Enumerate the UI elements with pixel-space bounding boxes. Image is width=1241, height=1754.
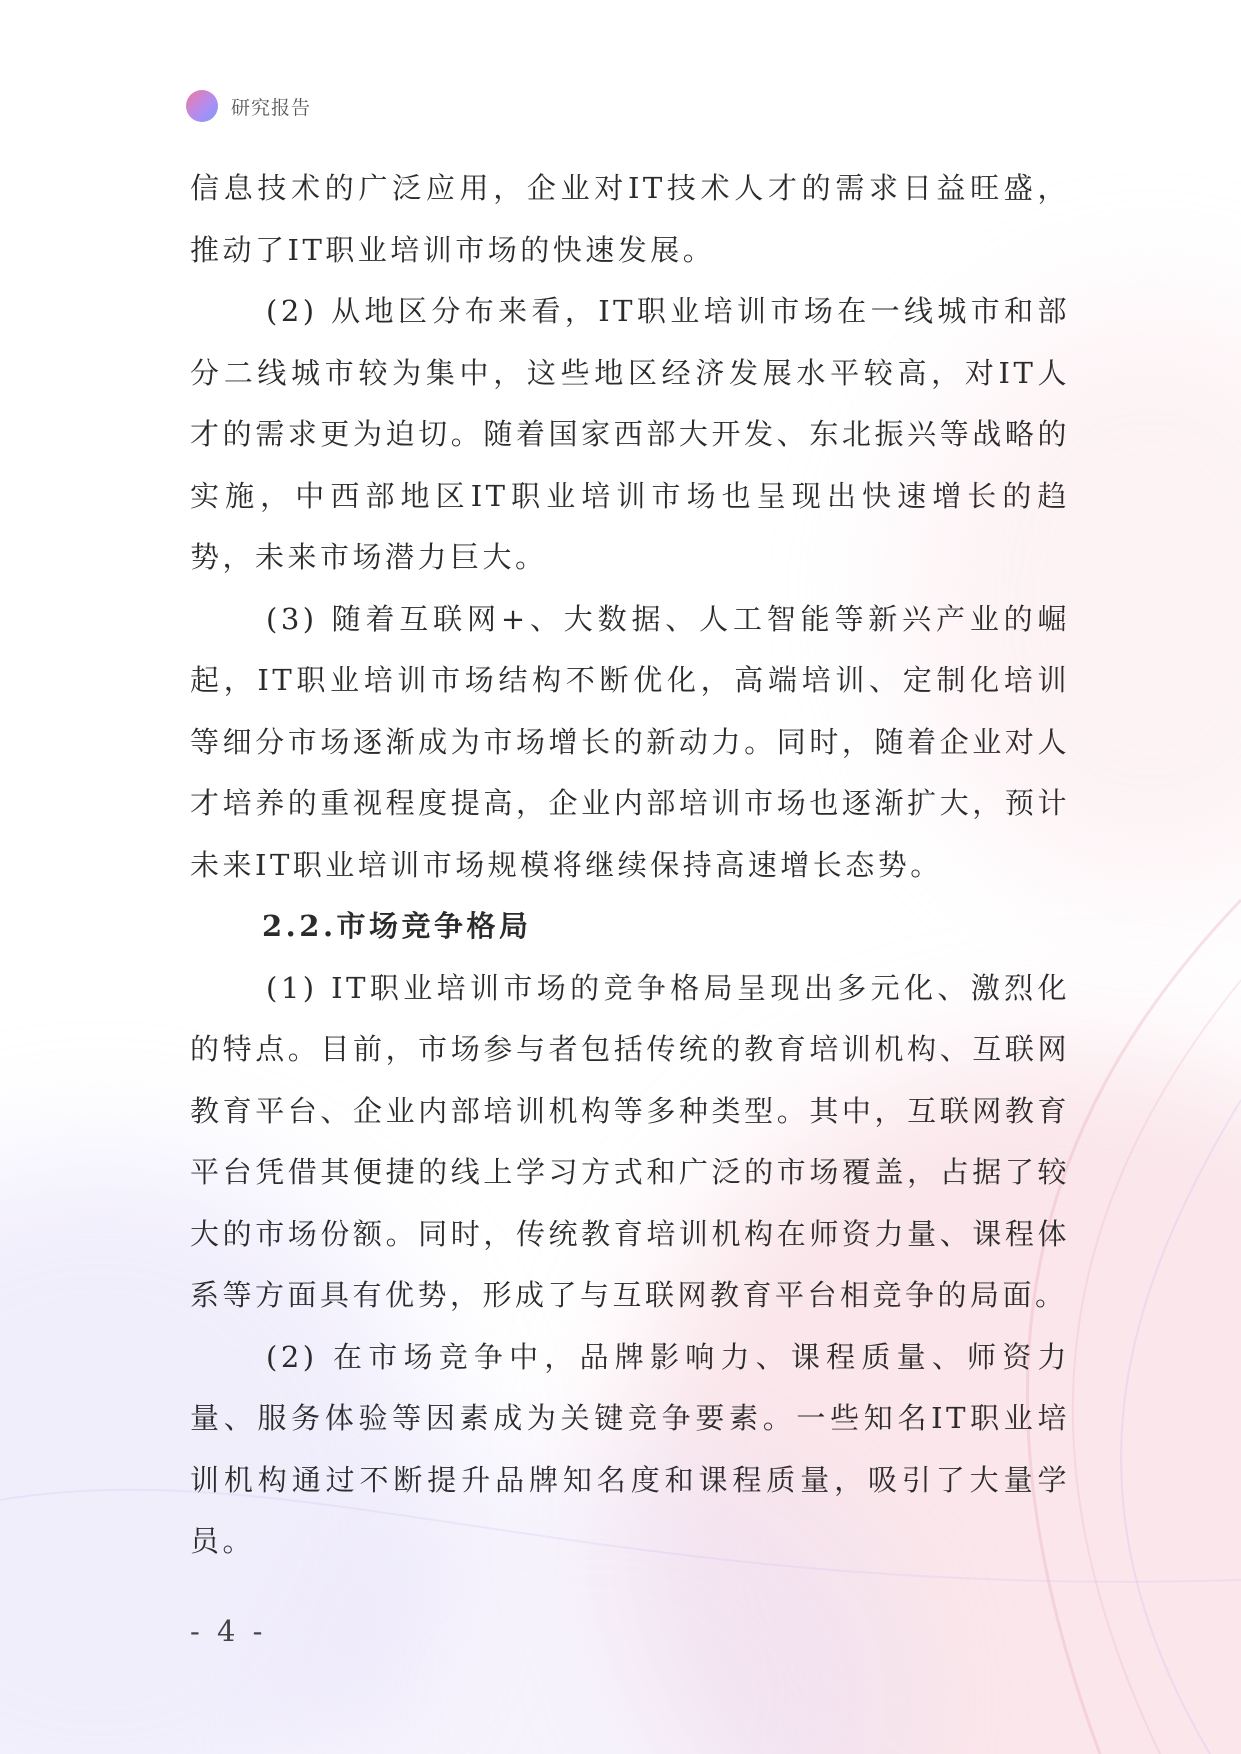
paragraph-3: (3) 随着互联网+、大数据、人工智能等新兴产业的崛起，IT职业培训市场结构不断优化，高端培训、定制化培训等细分市场逐渐成为市场增长的新动力。同时，随着企业对人才培养的重视程度提高，企业内部培训市场也逐渐扩大，预计未来IT职业培训市场规模将继续保持高速增长态势。 xyxy=(190,601,1070,882)
document-body xyxy=(190,158,1070,1573)
logo-icon xyxy=(186,90,218,122)
page-number: - 4 - xyxy=(190,1614,267,1648)
page-header xyxy=(186,89,311,123)
paragraph-4: (1) IT职业培训市场的竞争格局呈现出多元化、激烈化的特点。目前，市场参与者包括传统的教育培训机构、互联网教育平台、企业内部培训机构等多种类型。其中，互联网教育平台凭借其便捷的线上学习方式和广泛的市场覆盖，占据了较大的市场份额。同时，传统教育培训机构在师资力量、课程体系等方面具有优势，形成了与互联网教育平台相竞争的局面。 xyxy=(190,970,1070,1312)
section-heading: 2.2.市场竞争格局 xyxy=(262,909,532,943)
header-title: 研究报告 xyxy=(231,96,312,119)
paragraph-1: 信息技术的广泛应用，企业对IT技术人才的需求日益旺盛，推动了IT职业培训市场的快速发展。 xyxy=(190,171,1070,267)
paragraph-5: (2) 在市场竞争中，品牌影响力、课程质量、师资力量、服务体验等因素成为关键竞争要素。一些知名IT职业培训机构通过不断提升品牌知名度和课程质量，吸引了大量学员。 xyxy=(190,1339,1070,1558)
paragraph-2: (2) 从地区分布来看，IT职业培训市场在一线城市和部分二线城市较为集中，这些地区经济发展水平较高，对IT人才的需求更为迫切。随着国家西部大开发、东北振兴等战略的实施，中西部地区IT职业培训市场也呈现出快速增长的趋势，未来市场潜力巨大。 xyxy=(190,294,1070,574)
